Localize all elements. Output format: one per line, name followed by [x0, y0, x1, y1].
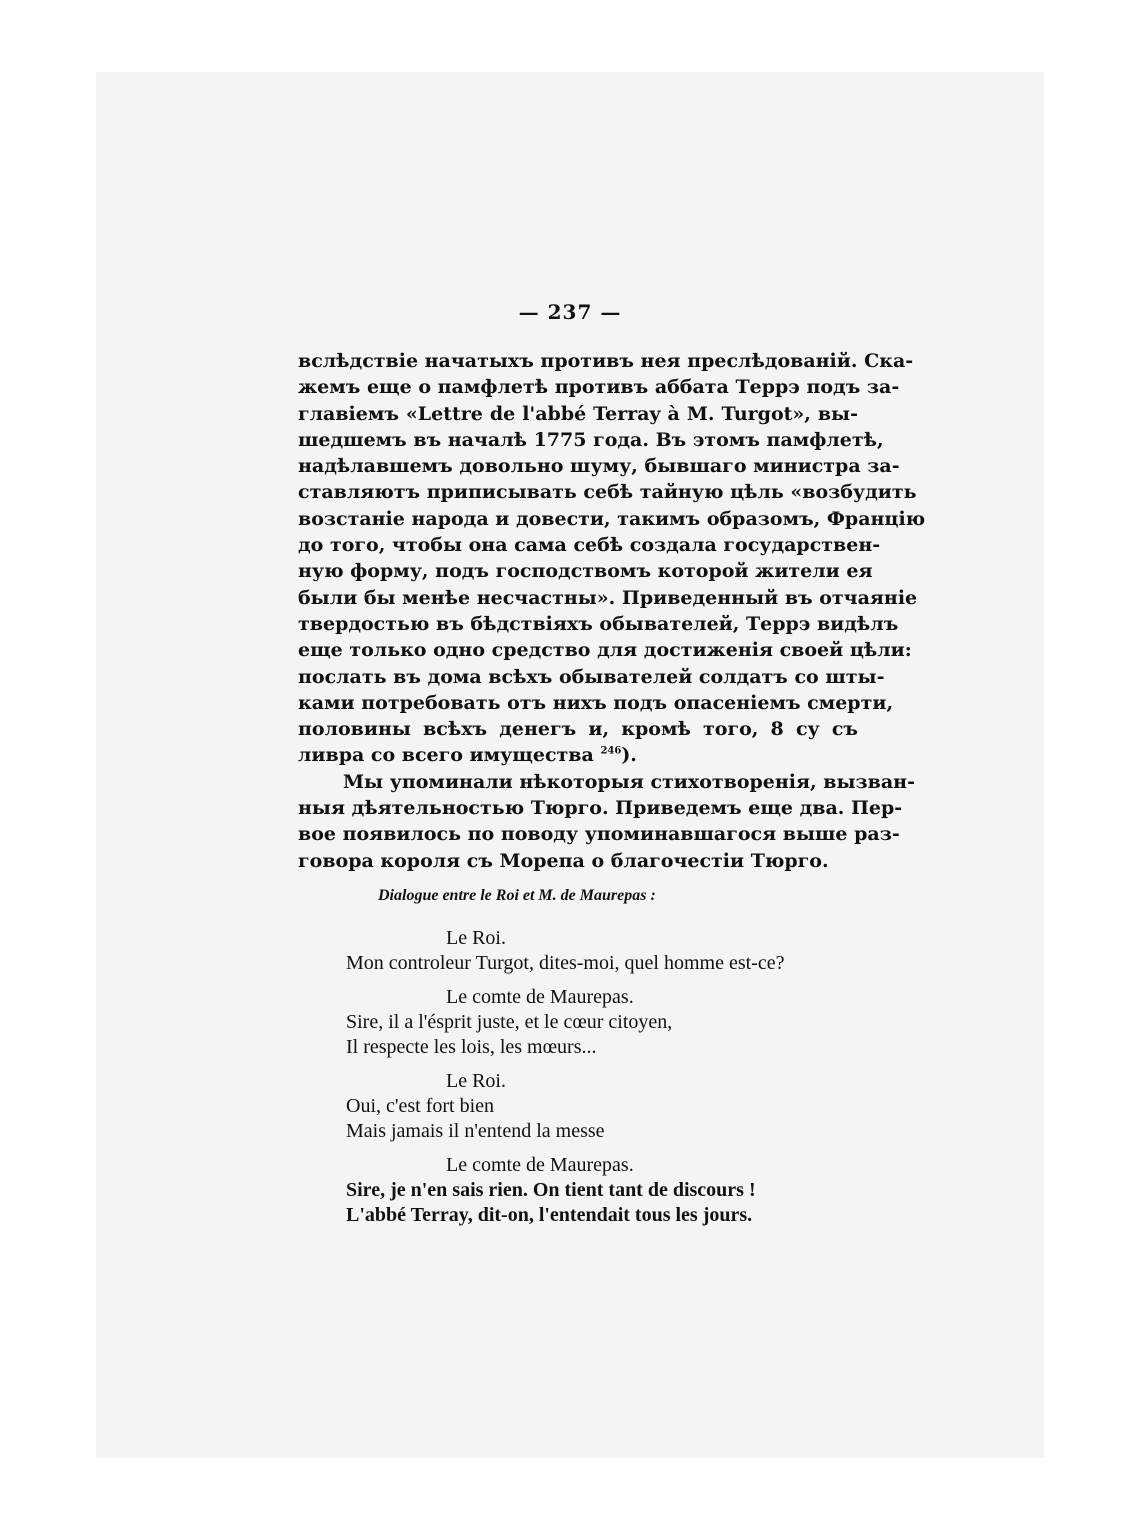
paragraph-line: вое появилось по поводу упоминавшагося выше раз- [298, 823, 900, 846]
text-line-last [298, 742, 858, 768]
speech-line: Sire, il a l'ésprit juste, et le cœur citoyen, [346, 1011, 673, 1033]
last-line-end: ). [621, 744, 637, 767]
speech-line: Sire, je n'en sais rien. On tient tant de discours ! [346, 1179, 756, 1201]
dialogue-title: Dialogue entre le Roi et M. de Maurepas : [378, 887, 656, 904]
speech-line: Mon controleur Turgot, dites-moi, quel homme est-ce? [346, 952, 785, 974]
text-line: были бы менѣе несчастны». Приведенный въ отчаяніе [298, 586, 918, 609]
text-line: возстаніе народа и довести, такимъ образомъ, Францію [298, 507, 926, 530]
paragraph-line-last: говора короля съ Морепа о благочестіи Тюрго. [298, 849, 829, 872]
text-line: жемъ еще о памфлетѣ противъ аббата Террэ подъ за- [298, 376, 900, 399]
text-line: ставляютъ приписывать себѣ тайную цѣль «возбудить [298, 481, 917, 504]
page-number: — 237 — [518, 300, 622, 324]
speaker-name: Le Roi. [446, 1070, 506, 1092]
last-line-text: ливра со всего имущества [298, 744, 594, 767]
dialogue-verse [346, 926, 866, 1228]
text-line: половины всѣхъ денегъ и, кромѣ того, 8 су съ [298, 718, 858, 741]
text-line: главіемъ «Lettre de l'abbé Terray à M. Turgot», вы- [298, 402, 858, 425]
text-line: твердостью въ бѣдствіяхъ обывателей, Террэ видѣлъ [298, 612, 899, 635]
text-line: до того, чтобы она сама себѣ создала государствен- [298, 534, 881, 557]
text-line: шедшемъ въ началѣ 1775 года. Въ этомъ памфлетѣ, [298, 428, 884, 451]
text-line: ками потребовать отъ нихъ подъ опасеніемъ смерти, [298, 691, 894, 714]
text-line: послать въ дома всѣхъ обывателей солдатъ со шты- [298, 665, 885, 688]
text-line: надѣлавшемъ довольно шуму, бывшаго министра за- [298, 455, 900, 478]
footnote-reference[interactable]: 246 [600, 746, 622, 758]
speech-line: L'abbé Terray, dit-on, l'entendait tous les jours. [346, 1204, 753, 1226]
speaker-name: Le comte de Maurepas. [446, 1154, 634, 1176]
text-line: вслѣдствіе начатыхъ противъ нея преслѣдованій. Ска- [298, 350, 914, 372]
text-line: ную форму, подъ господствомъ которой жители ея [298, 560, 873, 583]
paragraph-line: ныя дѣятельностью Тюрго. Приведемъ еще два. Пер- [298, 797, 903, 820]
speech-line: Oui, c'est fort bien [346, 1095, 495, 1117]
speaker-name: Le comte de Maurepas. [446, 986, 634, 1008]
speech-line: Mais jamais il n'entend la messe [346, 1120, 605, 1142]
speaker-name: Le Roi. [446, 927, 506, 949]
speech-line: Il respecte les lois, les mœurs... [346, 1036, 597, 1058]
body-text [298, 348, 926, 874]
text-line: еще только одно средство для достиженія своей цѣли: [298, 639, 912, 662]
paragraph-line: Мы упоминали нѣкоторыя стихотворенія, вызван- [343, 770, 915, 793]
